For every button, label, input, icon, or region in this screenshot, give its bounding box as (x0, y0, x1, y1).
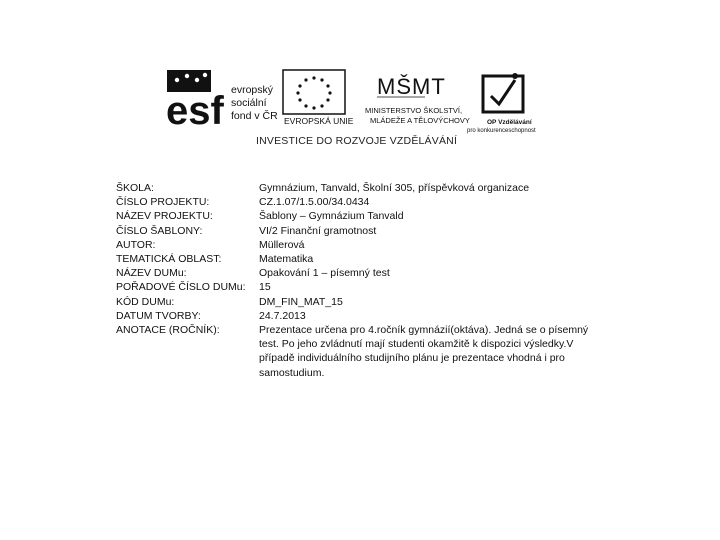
label-template-number: ČÍSLO ŠABLONY: (116, 224, 203, 237)
label-dum-order: POŘADOVÉ ČÍSLO DUMu: (116, 281, 246, 294)
value-dum-order: 15 (259, 281, 271, 294)
funding-logos (165, 66, 555, 136)
esf-line-3: fond v ČR (231, 110, 278, 122)
value-project-name: Šablony – Gymnázium Tanvald (259, 210, 404, 223)
label-annotation: ANOTACE (ROČNÍK): (116, 324, 220, 337)
info-row-annotation (116, 323, 616, 380)
info-row-dum-code (116, 295, 616, 309)
op-vk-logo (467, 73, 536, 134)
msmt-line-2: MLÁDEŽE A TĚLOVÝCHOVY (370, 116, 470, 125)
value-dum-name: Opakování 1 – písemný test (259, 267, 390, 280)
esf-logo (166, 70, 278, 133)
value-annotation: Prezentace určena pro 4.ročník gymnázií(oktáva). Jedná se o písemný test. Po jeho zvládnutí mají studenti okamžitě k dispozici výsledky.V případě individuálního studijního plánu je prezentace vhodná i pro samostudium. (259, 324, 589, 379)
label-project-number: ČÍSLO PROJEKTU: (116, 196, 210, 209)
info-row-author (116, 238, 616, 252)
eu-label: EVROPSKÁ UNIE (284, 116, 354, 126)
eu-flag-logo (283, 70, 354, 126)
op-line-2: pro konkurenceschopnost (467, 128, 536, 134)
info-row-thematic-area (116, 252, 616, 266)
info-row-creation-date (116, 309, 616, 323)
msmt-mark: MŠMT (377, 74, 446, 99)
value-dum-code: DM_FIN_MAT_15 (259, 295, 343, 308)
info-row-project-name (116, 209, 616, 223)
dum-info-table (116, 181, 616, 380)
esf-line-1: evropský (231, 84, 274, 96)
info-row-dum-order (116, 280, 616, 294)
label-author: AUTOR: (116, 238, 156, 251)
label-school: ŠKOLA: (116, 182, 154, 194)
esf-line-2: sociální (231, 97, 267, 109)
info-row-template-number (116, 224, 616, 238)
esf-mark: esf (166, 89, 224, 133)
label-thematic-area: TEMATICKÁ OBLAST: (116, 253, 222, 266)
label-dum-code: KÓD DUMu: (116, 295, 175, 308)
info-row-school (116, 181, 616, 195)
value-school: Gymnázium, Tanvald, Školní 305, příspěvková organizace (259, 182, 530, 194)
value-author: Müllerová (259, 238, 305, 251)
label-creation-date: DATUM TVORBY: (116, 309, 201, 322)
value-template-number: VI/2 Finanční gramotnost (259, 224, 377, 237)
msmt-logo (365, 74, 470, 125)
info-row-project-number (116, 195, 616, 209)
value-creation-date: 24.7.2013 (259, 309, 306, 322)
op-line-1: OP Vzdělávání (487, 119, 532, 126)
label-dum-name: NÁZEV DUMu: (116, 267, 187, 280)
value-project-number: CZ.1.07/1.5.00/34.0434 (259, 196, 370, 209)
motto: INVESTICE DO ROZVOJE VZDĚLÁVÁNÍ (256, 135, 458, 147)
value-thematic-area: Matematika (259, 253, 314, 266)
info-row-dum-name (116, 266, 616, 280)
label-project-name: NÁZEV PROJEKTU: (116, 210, 213, 223)
msmt-line-1: MINISTERSTVO ŠKOLSTVÍ, (365, 106, 463, 115)
